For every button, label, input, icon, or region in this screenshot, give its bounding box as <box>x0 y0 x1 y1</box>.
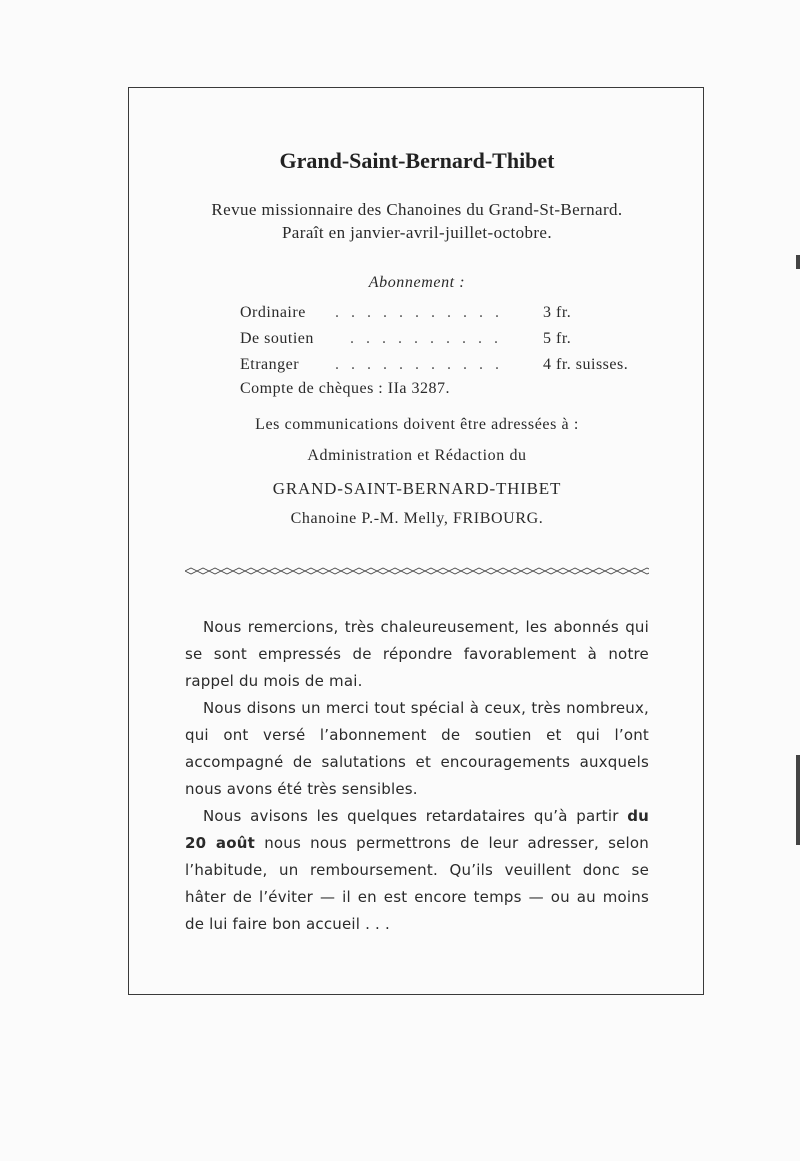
message-paragraph-2: Nous disons un merci tout spécial à ceux, très nombreux, qui ont versé l’abonnement de soutien et qui l’ont accompagné de salutations et encouragements auxquels nous avons été très sensibles. <box>185 699 649 798</box>
page-frame <box>128 87 704 995</box>
rate-row-etranger <box>240 356 680 378</box>
message-paragraph-3 <box>185 803 649 938</box>
rate-label: De soutien <box>240 330 314 347</box>
subscription-heading: Abonnement : <box>368 274 466 291</box>
para3-end: nous nous permettrons de leur adresser, selon l’habitude, un remboursement. Qu’ils veuillent donc se hâter de l’éviter — il en est encore temps — ou au moins de lui faire bon accueil . . . <box>185 834 649 933</box>
rate-label: Ordinaire <box>240 304 306 321</box>
leader-dots: . . . . . . . . . . <box>350 330 502 347</box>
para3-start: Nous avisons les quelques retardataires qu’à partir <box>203 807 619 825</box>
page-title: Grand-Saint-Bernard-Thibet <box>279 148 555 173</box>
communications-line-3: GRAND-SAINT-BERNARD-THIBET <box>272 479 562 498</box>
message-paragraph-1: Nous remercions, très chaleureusement, les abonnés qui se sont empressés de répondre favorablement à notre rappel du mois de mai. <box>185 618 649 690</box>
rate-row-soutien <box>240 330 680 352</box>
subtitle-line-1: Revue missionnaire des Chanoines du Grand-St-Bernard. <box>211 200 623 219</box>
leader-dots: . . . . . . . . . . . <box>335 304 503 321</box>
ornamental-divider <box>185 566 649 576</box>
rate-label: Etranger <box>240 356 300 373</box>
scan-edge-mark <box>796 755 800 845</box>
para3-date: du 20 août <box>185 807 650 852</box>
communications-line-4: Chanoine P.-M. Melly, FRIBOURG. <box>290 510 544 527</box>
rate-price: 5 fr. <box>543 330 572 347</box>
communications-line-1: Les communications doivent être adressées à : <box>255 416 579 433</box>
communications-line-2: Administration et Rédaction du <box>307 447 527 464</box>
subtitle-line-2: Paraît en janvier-avril-juillet-octobre. <box>281 223 553 242</box>
rate-price: 3 fr. <box>543 304 572 321</box>
subtitle <box>129 198 705 244</box>
leader-dots: . . . . . . . . . . . <box>335 356 503 373</box>
cheque-account: Compte de chèques : IIa 3287. <box>240 380 450 397</box>
scan-edge-mark <box>796 255 800 269</box>
rate-price: 4 fr. suisses. <box>543 356 629 373</box>
message-body <box>185 614 649 938</box>
rate-row-ordinaire <box>240 304 680 326</box>
